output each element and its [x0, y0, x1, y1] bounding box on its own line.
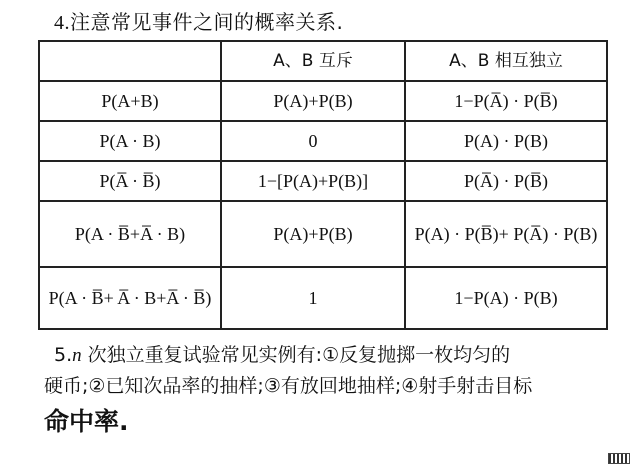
variable-n: n	[72, 345, 82, 366]
cell-independent: 1−P(A) · P(B)	[405, 267, 607, 329]
cell-event: P(A̅ · B̅)	[39, 161, 221, 201]
cell-event: P(A · B̅+ A̅ · B+A̅ · B̅)	[39, 267, 221, 329]
paragraph-number: 5.	[54, 344, 73, 366]
section-heading	[54, 6, 343, 35]
cell-exclusive: P(A)+P(B)	[221, 81, 405, 121]
cell-exclusive: 1	[221, 267, 405, 329]
cell-independent: P(A) · P(B̅)+ P(A̅) · P(B)	[405, 201, 607, 267]
header-cell-independent: A、B 相互独立	[405, 41, 607, 81]
corner-mark-icon	[608, 453, 630, 464]
table-row	[39, 201, 607, 267]
table-row	[39, 161, 607, 201]
cell-independent: P(A̅) · P(B̅)	[405, 161, 607, 201]
cell-event: P(A+B)	[39, 81, 221, 121]
cell-exclusive: 1−[P(A)+P(B)]	[221, 161, 405, 201]
paragraph-line-1-text: 次独立重复试验常见实例有:①反复抛掷一枚均匀的	[81, 344, 511, 366]
heading-text: 注意常见事件之间的概率关系.	[70, 10, 344, 34]
table-row	[39, 267, 607, 329]
cell-event: P(A · B̅+A̅ · B)	[39, 201, 221, 267]
cell-exclusive: 0	[221, 121, 405, 161]
paragraph-line-3: 命中率.	[44, 407, 129, 436]
probability-relations-table	[38, 40, 608, 330]
cell-independent: P(A) · P(B)	[405, 121, 607, 161]
heading-number: 4.	[54, 12, 70, 34]
paragraph-line-2: 硬币;②已知次品率的抽样;③有放回地抽样;④射手射击目标	[44, 375, 533, 397]
cell-exclusive: P(A)+P(B)	[221, 201, 405, 267]
paragraph-line-1	[44, 340, 624, 371]
table-row	[39, 121, 607, 161]
cell-event: P(A · B)	[39, 121, 221, 161]
table-header-row	[39, 41, 607, 81]
cell-independent: 1−P(A̅) · P(B̅)	[405, 81, 607, 121]
table-row	[39, 81, 607, 121]
paragraph-repeated-trials	[44, 340, 624, 442]
header-cell-empty	[39, 41, 221, 81]
header-cell-mutually-exclusive: A、B 互斥	[221, 41, 405, 81]
